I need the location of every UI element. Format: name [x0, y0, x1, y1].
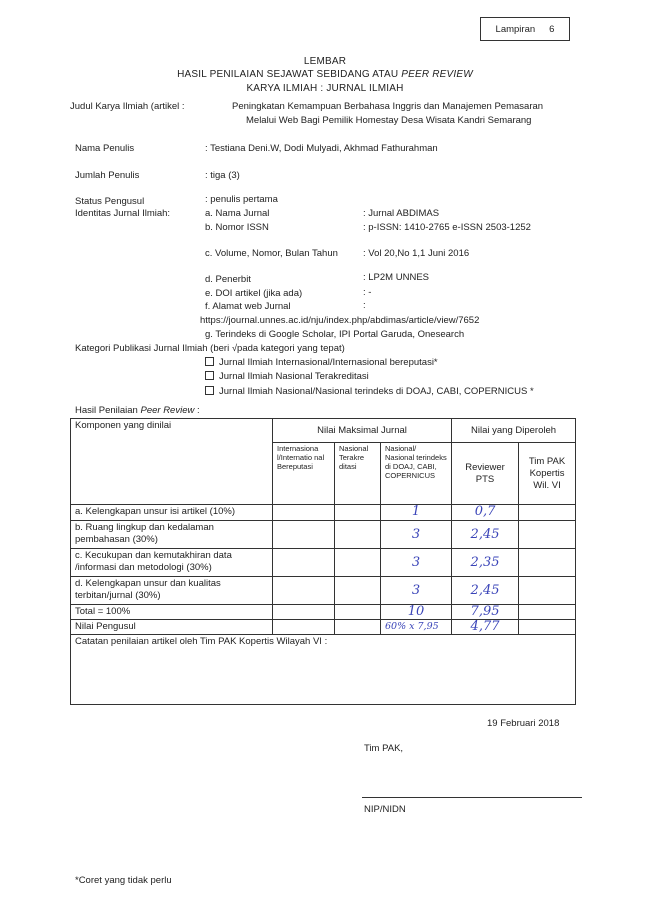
nilai-pengusul-int: [273, 620, 335, 635]
nilai-pengusul-akr: [335, 620, 381, 635]
row-c-int: [273, 549, 335, 577]
checkbox-icon: [205, 371, 214, 380]
tim-pak-label: Tim PAK,: [364, 743, 404, 754]
total-akr: [335, 605, 381, 620]
total-timpak: [519, 605, 576, 620]
col-timpak: Tim PAK Kopertis Wil. VI: [519, 443, 576, 505]
header-subtitle: KARYA ILMIAH : JURNAL ILMIAH: [246, 83, 404, 94]
issn-label: b. Nomor ISSN: [205, 222, 269, 233]
identitas-label: Identitas Jurnal Ilmiah:: [75, 208, 171, 219]
doi-value: : -: [363, 287, 372, 298]
nama-penulis-label: Nama Penulis: [75, 143, 135, 154]
doi-label: e. DOI artikel (jika ada): [205, 288, 303, 299]
kategori-label: Kategori Publikasi Jurnal Ilmiah (beri √pada kategori yang tepat): [75, 343, 345, 354]
row-b-label: b. Ruang lingkup dan kedalaman pembahasan (30%): [71, 521, 273, 549]
catatan-label: Catatan penilaian artikel oleh Tim PAK Kopertis Wilayah VI :: [71, 635, 576, 705]
jumlah-penulis-label: Jumlah Penulis: [75, 170, 140, 181]
row-b-akr: [335, 521, 381, 549]
checkbox-icon: [205, 386, 214, 395]
table-row: [71, 577, 576, 605]
nama-penulis-value: : Testiana Deni.W, Dodi Mulyadi, Akhmad Fathurahman: [205, 143, 438, 154]
lampiran-number: 6: [549, 23, 555, 35]
row-b-int: [273, 521, 335, 549]
nilai-pengusul-value: 4,77: [452, 620, 519, 635]
nilai-maksimal-header: Nilai Maksimal Jurnal: [273, 419, 452, 443]
penerbit-label: d. Penerbit: [205, 274, 251, 285]
web-label: f. Alamat web Jurnal: [205, 301, 291, 312]
issn-value: : p-ISSN: 1410-2765 e-ISSN 2503-1252: [363, 222, 531, 233]
row-c-akr: [335, 549, 381, 577]
kategori-option-2-label: Jurnal Ilmiah Nasional Terakreditasi: [219, 371, 369, 382]
total-row: [71, 605, 576, 620]
header-title: [0, 69, 650, 80]
judul-value-1: Peningkatan Kemampuan Berbahasa Inggris dan Manajemen Pemasaran: [232, 101, 544, 112]
nilai-pengusul-label: Nilai Pengusul: [71, 620, 273, 635]
lampiran-box: [480, 17, 570, 41]
table-header-row: [71, 419, 576, 443]
lampiran-label: Lampiran: [495, 23, 536, 35]
header-title-italic: PEER REVIEW: [401, 69, 473, 80]
nilai-pengusul-calc: 60% x 7,95: [381, 620, 452, 635]
checkbox-icon: [205, 357, 214, 366]
row-a-reviewer: 0,7: [452, 505, 519, 521]
status-pengusul-value: : penulis pertama: [205, 194, 278, 205]
row-b-timpak: [519, 521, 576, 549]
judul-value-2: Melalui Web Bagi Pemilik Homestay Desa Wisata Kandri Semarang: [246, 115, 532, 126]
row-c-reviewer: 2,35: [452, 549, 519, 577]
nama-jurnal-value: : Jurnal ABDIMAS: [363, 208, 440, 219]
row-d-reviewer: 2,45: [452, 577, 519, 605]
row-a-max: 1: [381, 505, 452, 521]
review-table: [70, 418, 576, 705]
table-row: [71, 505, 576, 521]
row-b-max: 3: [381, 521, 452, 549]
row-d-timpak: [519, 577, 576, 605]
jumlah-penulis-value: : tiga (3): [205, 170, 240, 181]
hasil-label: [75, 405, 200, 416]
hasil-label-end: :: [194, 405, 200, 416]
total-reviewer: 7,95: [452, 605, 519, 620]
nilai-pengusul-row: [71, 620, 576, 635]
web-value: :: [363, 300, 366, 311]
row-d-akr: [335, 577, 381, 605]
row-a-akr: [335, 505, 381, 521]
catatan-row: [71, 635, 576, 705]
kategori-option-3-label: Jurnal Ilmiah Nasional/Nasional terindeks di DOAJ, CABI, COPERNICUS *: [219, 386, 534, 397]
kategori-option-1: [205, 357, 438, 368]
kategori-option-2: [205, 371, 369, 382]
kategori-option-3: [205, 386, 534, 397]
header-lembar: LEMBAR: [303, 56, 347, 67]
nilai-diperoleh-header: Nilai yang Diperoleh: [452, 419, 576, 443]
row-c-max: 3: [381, 549, 452, 577]
table-row: [71, 521, 576, 549]
hasil-label-normal: Hasil Penilaian: [75, 405, 141, 416]
row-d-int: [273, 577, 335, 605]
total-max: 10: [381, 605, 452, 620]
status-pengusul-label: Status Pengusul: [75, 196, 145, 207]
hasil-label-italic: Peer Review: [140, 405, 195, 416]
col-internasional: Internasiona l/Internatio nal Bereputasi: [273, 443, 335, 505]
col-reviewer: Reviewer PTS: [452, 443, 519, 505]
header-title-normal: HASIL PENILAIAN SEJAWAT SEBIDANG ATAU: [177, 69, 402, 80]
total-label: Total = 100%: [71, 605, 273, 620]
col-nasional-terakreditasi: Nasional Terakre ditasi: [335, 443, 381, 505]
total-int: [273, 605, 335, 620]
footnote: *Coret yang tidak perlu: [75, 875, 172, 886]
volume-label: c. Volume, Nomor, Bulan Tahun: [205, 248, 338, 259]
nip-label: NIP/NIDN: [364, 804, 406, 815]
komponen-header: Komponen yang dinilai: [71, 419, 273, 505]
row-a-label: a. Kelengkapan unsur isi artikel (10%): [71, 505, 273, 521]
nama-jurnal-label: a. Nama Jurnal: [205, 208, 270, 219]
penerbit-value: : LP2M UNNES: [363, 272, 429, 283]
nilai-pengusul-timpak: [519, 620, 576, 635]
table-row: [71, 549, 576, 577]
date: 19 Februari 2018: [487, 718, 560, 729]
signature-line: [362, 797, 582, 798]
kategori-option-1-label: Jurnal Ilmiah Internasional/Internasional bereputasi*: [219, 357, 438, 368]
judul-label: Judul Karya Ilmiah (artikel :: [70, 101, 185, 112]
row-d-max: 3: [381, 577, 452, 605]
row-a-int: [273, 505, 335, 521]
row-b-reviewer: 2,45: [452, 521, 519, 549]
row-c-label: c. Kecukupan dan kemutakhiran data /informasi dan metodologi (30%): [71, 549, 273, 577]
journal-url: https://journal.unnes.ac.id/nju/index.php/abdimas/article/view/7652: [200, 315, 480, 326]
row-c-timpak: [519, 549, 576, 577]
row-d-label: d. Kelengkapan unsur dan kualitas terbitan/jurnal (30%): [71, 577, 273, 605]
row-a-timpak: [519, 505, 576, 521]
col-nasional-terindeks: Nasional/ Nasional terindeks di DOAJ, CABI, COPERNICUS: [381, 443, 452, 505]
volume-value: : Vol 20,No 1,1 Juni 2016: [363, 248, 470, 259]
indexed-in: g. Terindeks di Google Scholar, IPI Portal Garuda, Onesearch: [205, 329, 465, 340]
